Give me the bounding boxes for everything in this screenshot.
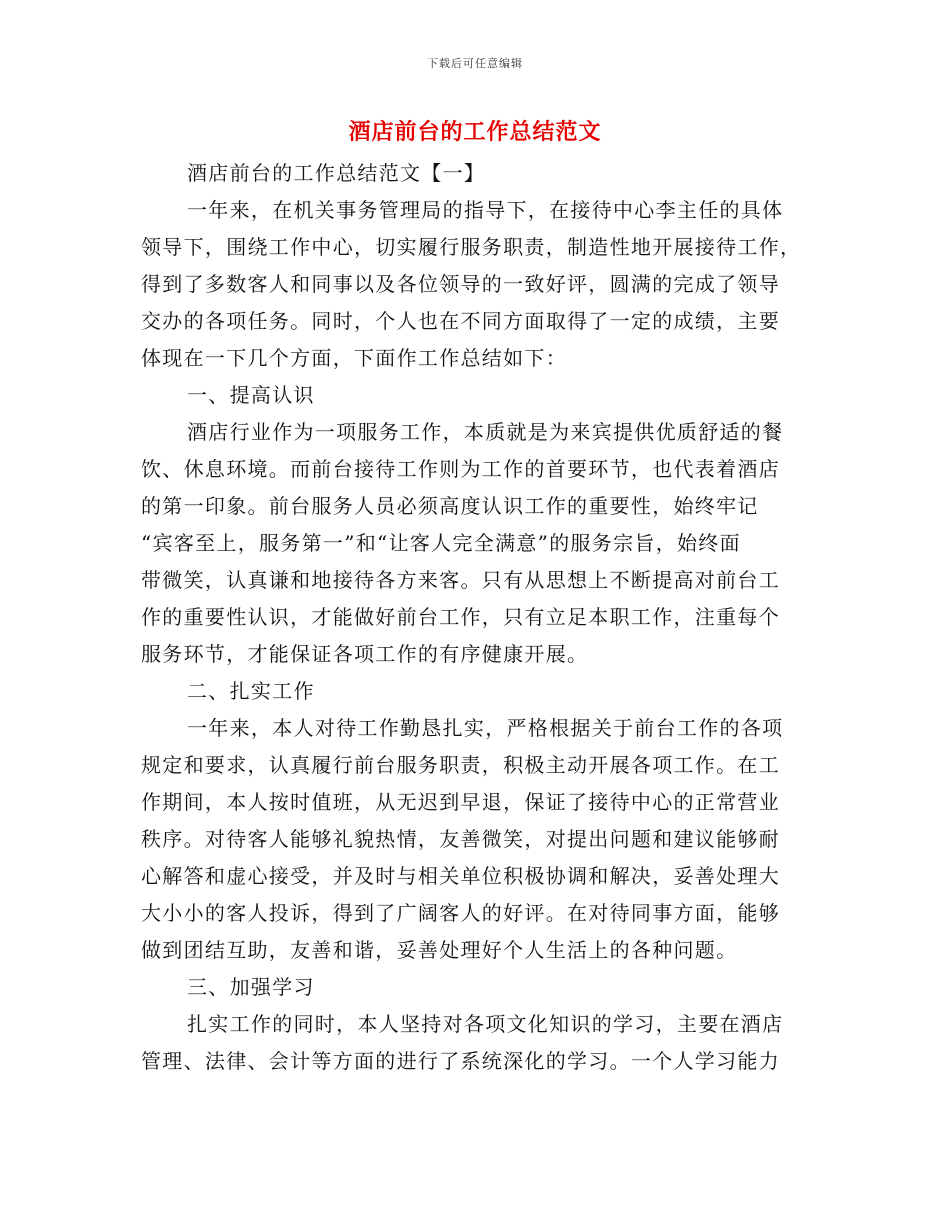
- section-heading-2: 二、扎实工作: [187, 679, 315, 703]
- document-title: 酒店前台的工作总结范文: [348, 119, 602, 145]
- paragraph-line: 管理、法律、会计等方面的进行了系统深化的学习。一个人学习能力: [141, 1049, 780, 1073]
- section-3-paragraph: [141, 1006, 809, 1080]
- subtitle: 酒店前台的工作总结范文【一】: [187, 161, 486, 185]
- section-heading-3: 三、加强学习: [187, 975, 315, 999]
- paragraph-line: 交办的各项任务。同时，个人也在不同方面取得了一定的成绩，主要: [141, 309, 780, 333]
- paragraph-line: 饮、休息环境。而前台接待工作则为工作的首要环节，也代表着酒店: [141, 457, 780, 481]
- paragraph-line: 一年来，在机关事务管理局的指导下，在接待中心李主任的具体: [187, 198, 784, 222]
- header-note: 下载后可任意编辑: [427, 57, 523, 70]
- paragraph-line: 做到团结互助，友善和谐，妥善处理好个人生活上的各种问题。: [141, 938, 738, 962]
- paragraph-line: 大小小的客人投诉，得到了广阔客人的好评。在对待同事方面，能够: [141, 901, 780, 925]
- paragraph-line: 的第一印象。前台服务人员必须高度认识工作的重要性，始终牢记: [141, 494, 759, 518]
- paragraph-line: 作的重要性认识，才能做好前台工作，只有立足本职工作，注重每个: [141, 605, 780, 629]
- paragraph-line: 带微笑，认真谦和地接待各方来客。只有从思想上不断提高对前台工: [141, 568, 780, 592]
- paragraph-line: 心解答和虚心接受，并及时与相关单位积极协调和解决，妥善处理大: [141, 864, 780, 888]
- paragraph-line: 一年来，本人对待工作勤恳扎实，严格根据关于前台工作的各项: [187, 716, 784, 740]
- section-heading-1: 一、提高认识: [187, 383, 315, 407]
- section-1-paragraph: [141, 414, 809, 673]
- paragraph-line: 秩序。对待客人能够礼貌热情，友善微笑，对提出问题和建议能够耐: [141, 827, 780, 851]
- paragraph-line: 领导下，围绕工作中心，切实履行服务职责，制造性地开展接待工作，: [141, 235, 802, 259]
- paragraph-line: 扎实工作的同时，本人坚持对各项文化知识的学习，主要在酒店: [187, 1012, 784, 1036]
- intro-paragraph: [141, 192, 809, 377]
- paragraph-line: 作期间，本人按时值班，从无迟到早退，保证了接待中心的正常营业: [141, 790, 780, 814]
- paragraph-line: 服务环节，才能保证各项工作的有序健康开展。: [141, 642, 589, 666]
- paragraph-line: 酒店行业作为一项服务工作，本质就是为来宾提供优质舒适的餐: [187, 420, 784, 444]
- section-2-paragraph: [141, 710, 809, 969]
- document-body: [141, 155, 809, 1080]
- paragraph-line: “宾客至上，服务第一”和“让客人完全满意”的服务宗旨，始终面: [141, 531, 741, 555]
- paragraph-line: 规定和要求，认真履行前台服务职责，积极主动开展各项工作。在工: [141, 753, 780, 777]
- paragraph-line: 体现在一下几个方面，下面作工作总结如下：: [141, 346, 567, 370]
- paragraph-line: 得到了多数客人和同事以及各位领导的一致好评，圆满的完成了领导: [141, 272, 780, 296]
